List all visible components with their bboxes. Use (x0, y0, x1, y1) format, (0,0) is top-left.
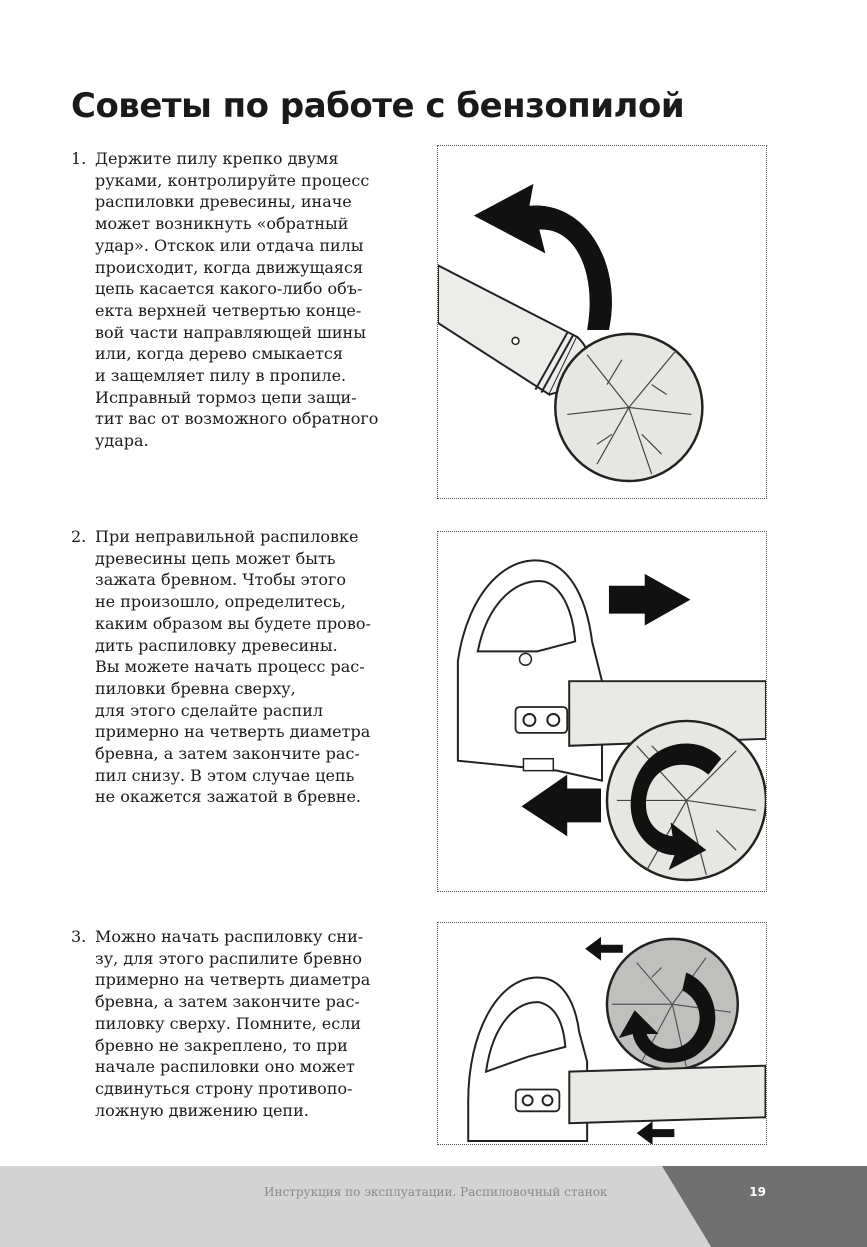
item-text-line: екта верхней четвертью конце- (95, 300, 362, 320)
item-text-line: может возникнуть «обратный (95, 214, 349, 234)
page-footer (0, 1166, 867, 1247)
right-arrow (609, 574, 691, 626)
item-number: 3. (71, 927, 87, 946)
item-text-line: каким образом вы будете прово- (95, 613, 371, 633)
guide-bar-shape (438, 265, 577, 394)
left-arrow-top (585, 937, 623, 961)
instruction-item-3 (71, 926, 411, 1121)
item-text-line: бревна, а затем закончите рас- (95, 992, 360, 1012)
item-text-line: не произошло, определитесь, (95, 592, 346, 612)
item-text-line: Можно начать распиловку сни- (95, 927, 364, 946)
instruction-item-2 (71, 526, 411, 808)
item-text-line: удар». Отскок или отдача пилы (95, 235, 364, 255)
left-arrow (521, 775, 601, 837)
item-text-line: При неправильной распиловке (95, 527, 359, 546)
page-number: 19 (749, 1185, 766, 1199)
item-text-line: пил снизу. В этом случае цепь (95, 765, 355, 785)
bottom-cut-illustration (437, 922, 767, 1145)
item-text-line: для этого сделайте распил (95, 700, 324, 720)
item-text-line: не окажется зажатой в бревне. (95, 787, 361, 807)
item-text-line: начале распиловки оно может (95, 1057, 355, 1077)
item-text-line: зажата бревном. Чтобы этого (95, 570, 347, 590)
page-title: Советы по работе с бензопилой (71, 86, 685, 126)
item-text-line: сдвинуться строну противопо- (95, 1078, 353, 1098)
top-cut-svg (438, 532, 766, 891)
item-number: 1. (71, 149, 87, 168)
bottom-cut-svg (438, 923, 766, 1144)
item-text-line: или, когда дерево смыкается (95, 344, 343, 364)
item-text-line: дить распиловку древесины. (95, 635, 338, 655)
instruction-item-1 (71, 148, 411, 452)
top-cut-illustration (437, 531, 767, 892)
item-text-line: пиловки бревна сверху, (95, 678, 296, 698)
item-text-line: удара. (95, 431, 149, 451)
item-text-line: и защемляет пилу в пропиле. (95, 366, 347, 386)
item-text-line: происходит, когда движущаяся (95, 257, 364, 277)
item-text-line: распиловки древесины, иначе (95, 192, 352, 212)
item-text-line: Вы можете начать процесс рас- (95, 657, 365, 677)
item-text-line: Исправный тормоз цепи защи- (95, 387, 357, 407)
footer-text: Инструкция по эксплуатации. Распиловочный станок (264, 1185, 608, 1199)
item-text-line: пиловку сверху. Помните, если (95, 1013, 362, 1033)
item-text-line: примерно на четверть диаметра (95, 722, 371, 742)
item-text-line: примерно на четверть диаметра (95, 970, 371, 990)
item-text-line: Держите пилу крепко двумя (95, 149, 339, 168)
item-text-line: бревно не закреплено, то при (95, 1035, 348, 1055)
item-text-line: ложную движению цепи. (95, 1100, 309, 1120)
left-arrow-bottom (637, 1121, 675, 1144)
kickback-illustration (437, 145, 767, 499)
item-number: 2. (71, 527, 87, 546)
item-text-line: тит вас от возможного обратного (95, 409, 379, 429)
item-text-line: бревна, а затем закончите рас- (95, 744, 360, 764)
item-text-line: цепь касается какого-либо объ- (95, 279, 363, 299)
item-text-line: древесины цепь может быть (95, 548, 336, 568)
kickback-svg (438, 146, 766, 498)
item-text-line: зу, для этого распилите бревно (95, 948, 363, 968)
item-text-line: руками, контролируйте процесс (95, 170, 370, 190)
footer-page-tab (662, 1166, 867, 1247)
item-text-line: вой части направляющей шины (95, 322, 366, 342)
